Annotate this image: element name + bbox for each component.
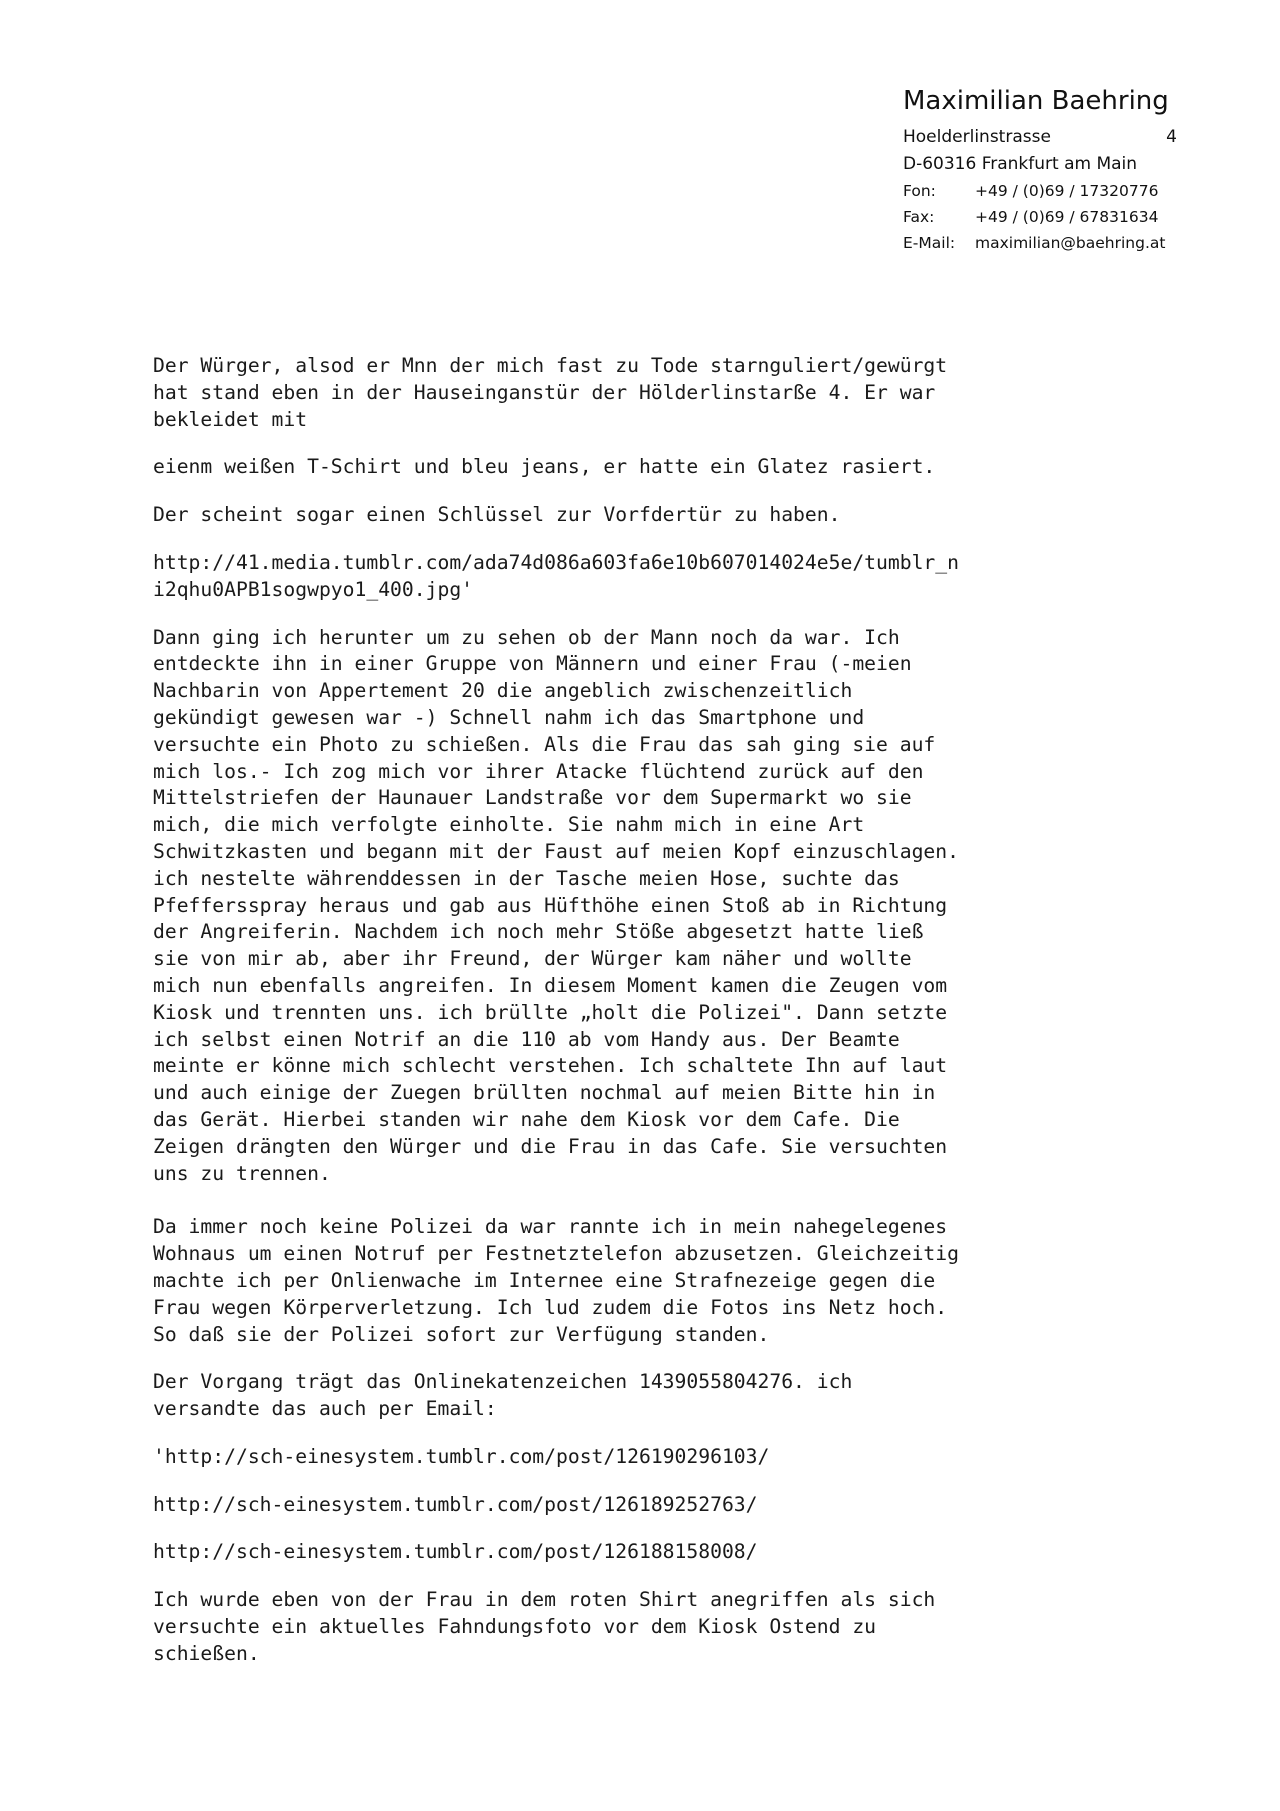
sender-city-row	[903, 151, 1177, 178]
phone-number: +49 / (0)69 / 17320776	[975, 182, 1159, 200]
letter-body	[153, 353, 1133, 1689]
sender-city: D-60316 Frankfurt am Main	[903, 154, 1138, 174]
paragraph-9-url: http://sch-einesystem.tumblr.com/post/126189252763/	[153, 1492, 758, 1516]
sender-phone-row	[903, 178, 1177, 204]
paragraph-6: Da immer noch keine Polizei da war rannte ich in mein nahegelegenes Wohnaus um einen Notruf per Festnetztelefon abzusetzen. Gleichzeitig machte ich per Onlienwache im Internee eine Strafnezeige gegen die Frau wegen Körperverletzung. Ich lud zudem die Fotos ins Netz hoch. So daß sie der Polizei sofort zur Verfügung standen.	[153, 1215, 959, 1346]
fax-number: +49 / (0)69 / 67831634	[975, 208, 1159, 226]
sender-house-number: 4	[1166, 127, 1177, 147]
paragraph-5: Dann ging ich herunter um zu sehen ob der Mann noch da war. Ich entdeckte ihn in einer Gruppe von Männern und einer Frau (-meien Nachbarin von Appertement 20 die angeblich zwischenzeitlich gekündigt gewesen war -) Schnell nahm ich das Smartphone und versuchte ein Photo zu schießen. Als die Frau das sah ging sie auf mich los.- Ich zog mich vor ihrer Atacke flüchtend zurück auf den Mittelstriefen der Haunauer Landstraße vor dem Supermarkt wo sie mich, die mich verfolgte einholte. Sie nahm mich in eine Art Schwitzkasten und begann mit der Faust auf meien Kopf einzuschlagen. ich nestelte währenddessen in der Tasche meien Hose, suchte das Pfeffersspray heraus und gab aus Hüfthöhe einen Stoß ab in Richtung der Angreiferin. Nachdem ich noch mehr Stöße abgesetzt hatte ließ sie von mir ab, aber ihr Freund, der Würger kam näher und wollte mich nun ebenfalls angreifen. In diesem Moment kamen die Zeugen vom Kiosk und trennten uns. ich brüllte „holt die Polizei". Dann setzte ich selbst einen Notrif an die 110 ab vom Handy aus. Der Beamte meinte er könne mich schlecht verstehen. Ich schaltete Ihn auf laut und auch einige der Zuegen brüllten nochmal auf meien Bitte hin in das Gerät. Hierbei standen wir nahe dem Kiosk vor dem Cafe. Die Zeigen drängten den Würger und die Frau in das Cafe. Sie versuchten uns zu trennen.	[153, 625, 959, 1185]
sender-street-row	[903, 124, 1177, 151]
sender-name: Maximilian Baehring	[903, 86, 1169, 116]
sender-fax-row	[903, 204, 1177, 230]
sender-email-row	[903, 230, 1177, 256]
fax-label: Fax:	[903, 208, 935, 226]
paragraph-8-url: 'http://sch-einesystem.tumblr.com/post/126190296103/	[153, 1444, 770, 1468]
phone-label: Fon:	[903, 182, 936, 200]
paragraph-10-url: http://sch-einesystem.tumblr.com/post/126188158008/	[153, 1540, 758, 1564]
paragraph-1: Der Würger, alsod er Mnn der mich fast zu Tode starnguliert/gewürgt hat stand eben in der Hauseinganstür der Hölderlinstarße 4. Er war bekleidet mit	[153, 354, 948, 431]
email-address: maximilian@baehring.at	[975, 234, 1166, 252]
sender-street: Hoelderlinstrasse	[903, 127, 1051, 147]
email-label: E-Mail:	[903, 234, 956, 252]
letterhead	[903, 84, 1177, 256]
paragraph-3: Der scheint sogar einen Schlüssel zur Vorfdertür zu haben.	[153, 503, 841, 527]
paragraph-7: Der Vorgang trägt das Onlinekatenzeichen 1439055804276. ich versandte das auch per Email:	[153, 1370, 853, 1421]
paragraph-11: Ich wurde eben von der Frau in dem roten Shirt anegriffen als sich versuchte ein aktuelles Fahndungsfoto vor dem Kiosk Ostend zu schießen.	[153, 1588, 936, 1665]
paragraph-4-url: http://41.media.tumblr.com/ada74d086a603fa6e10b607014024e5e/tumblr_n i2qhu0APB1sogwpyo1_400.jpg'	[153, 550, 959, 601]
paragraph-2: eienm weißen T-Schirt und bleu jeans, er hatte ein Glatez rasiert.	[153, 455, 936, 479]
